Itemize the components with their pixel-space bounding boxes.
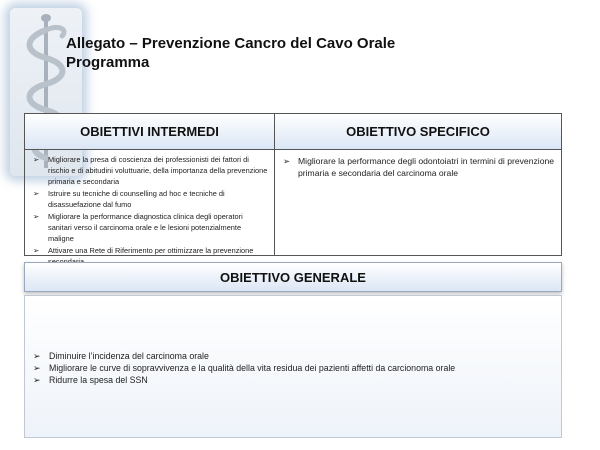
list-item-text: Diminuire l’incidenza del carcinoma orale <box>49 351 209 361</box>
list-item <box>31 362 455 374</box>
arrow-bullet-icon: ➢ <box>33 246 40 255</box>
intermediate-objectives-column <box>25 114 275 255</box>
list-item <box>31 211 268 244</box>
intermediate-objectives-list <box>25 150 274 267</box>
list-item <box>281 155 555 179</box>
title-line-2: Programma <box>66 54 150 71</box>
arrow-bullet-icon: ➢ <box>33 375 41 385</box>
list-item <box>31 188 268 210</box>
specific-objective-column <box>275 114 561 255</box>
arrow-bullet-icon: ➢ <box>33 212 40 221</box>
list-item <box>31 154 268 187</box>
arrow-bullet-icon: ➢ <box>33 351 41 361</box>
page-title <box>66 34 395 72</box>
list-item-text: Istruire su tecniche di counselling ad hoc e tecniche di disassuefazione dal fumo <box>48 189 225 209</box>
general-objective-list <box>31 350 455 386</box>
list-item-text: Migliorare la performance diagnostica clinica degli operatori sanitari verso il carcinoma orale e le lesioni potenzialmente maligne <box>48 212 243 243</box>
specific-objective-header: OBIETTIVO SPECIFICO <box>275 114 561 150</box>
list-item-text: Migliorare le curve di sopravvivenza e la qualità della vita residua dei pazienti affetti da carcionoma orale <box>49 363 456 373</box>
arrow-bullet-icon: ➢ <box>33 155 40 164</box>
arrow-bullet-icon: ➢ <box>283 156 291 166</box>
list-item-text: Migliorare la performance degli odontoiatri in termini di prevenzione primaria e secondaria del carcinoma orale <box>298 156 555 178</box>
objectives-table <box>24 113 562 256</box>
arrow-bullet-icon: ➢ <box>33 189 40 198</box>
list-item-text: Migliorare la presa di coscienza dei professionisti dei fattori di rischio e di abitudini voluttuarie, della importanza della prevenzione primaria e secondaria <box>48 155 268 186</box>
general-objective-box <box>24 295 562 438</box>
list-item <box>31 350 455 362</box>
intermediate-objectives-header: OBIETTIVI INTERMEDI <box>25 114 274 150</box>
title-line-1: Allegato – Prevenzione Cancro del Cavo Orale <box>66 35 396 52</box>
arrow-bullet-icon: ➢ <box>33 363 41 373</box>
list-item-text: Attivare una Rete di Riferimento per ottimizzare la prevenzione <box>48 246 254 255</box>
general-objective-header: OBIETTIVO GENERALE <box>24 262 562 292</box>
list-item <box>31 374 455 386</box>
specific-objective-list <box>275 150 561 179</box>
list-item-text: Ridurre la spesa del SSN <box>49 375 148 385</box>
